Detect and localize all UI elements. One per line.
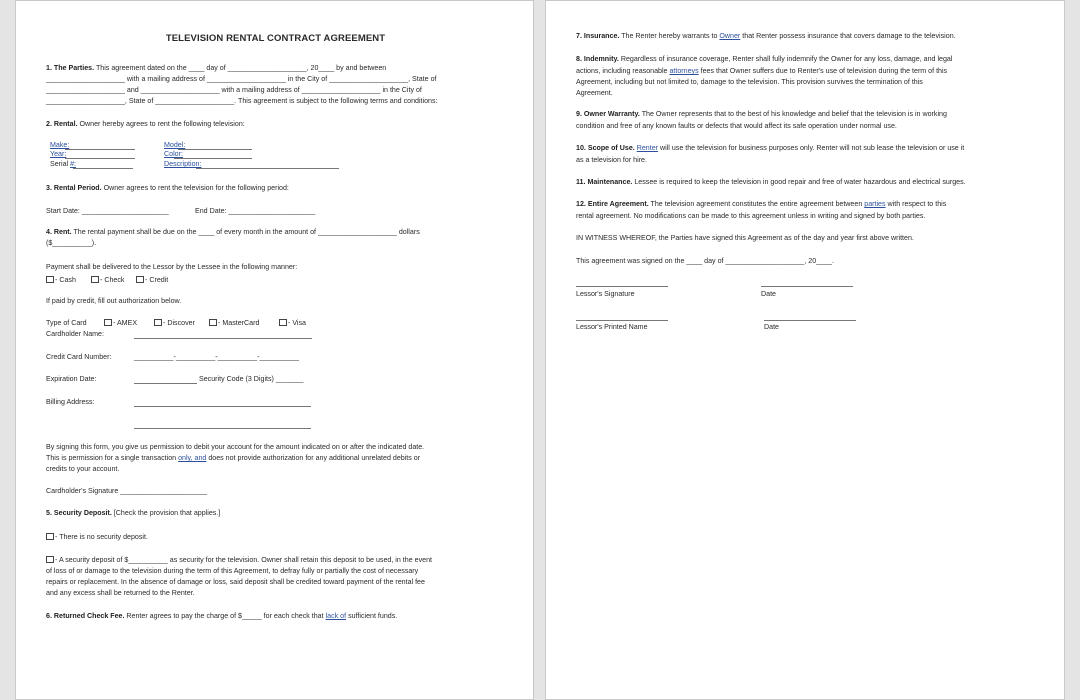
lessor-printed-name-field[interactable] — [576, 320, 668, 321]
cardholder-name-field[interactable] — [134, 338, 312, 339]
section-heading: 2. Rental. — [46, 120, 78, 128]
section-heading: 1. The Parties. — [46, 64, 95, 72]
checkbox-label: - Cash — [55, 276, 76, 284]
checkbox-label: - Check — [100, 276, 125, 284]
description-label: Description: — [164, 160, 202, 168]
flagged-text: parties — [864, 200, 886, 208]
checkbox-discover[interactable] — [154, 319, 195, 328]
checkbox-icon — [46, 276, 54, 283]
text: This is permission for a single transaction — [46, 454, 179, 462]
description-field[interactable] — [196, 168, 339, 169]
checkbox-label: - MasterCard — [218, 319, 260, 327]
security-code-field[interactable]: Security Code (3 Digits) _______ — [199, 375, 304, 383]
payment-intro: Payment shall be delivered to the Lessor by the Lessee in the following manner: — [46, 263, 298, 271]
card-number-label: Credit Card Number: — [46, 353, 112, 361]
section-text: Owner agrees to rent the television for the following period: — [101, 184, 289, 192]
warranty-line-1 — [576, 110, 947, 119]
flagged-text: only, and — [178, 454, 207, 462]
year-field[interactable] — [65, 158, 135, 159]
entire-agreement-line-1 — [576, 200, 946, 209]
rental-period-line — [46, 184, 289, 193]
contract-page-1 — [15, 0, 534, 700]
checkbox-mastercard[interactable] — [209, 319, 259, 328]
checkbox-icon — [279, 319, 287, 326]
date-label-1: Date — [761, 290, 776, 298]
flagged-text: lack of — [325, 612, 347, 620]
checkbox-icon — [46, 533, 54, 540]
color-field[interactable] — [174, 158, 252, 159]
parties-line-3: ____________________ and ____________________ with a mailing address of ____________________ in the City of — [46, 86, 422, 94]
parties-line-1 — [46, 64, 386, 73]
section-heading: 4. Rent. — [46, 228, 72, 236]
scope-line-1 — [576, 144, 964, 153]
indemnity-line-1 — [576, 55, 952, 64]
checkbox-label: - Visa — [288, 319, 307, 327]
flagged-text: attorneys — [669, 67, 699, 75]
checkbox-no-deposit[interactable] — [46, 533, 148, 542]
maintenance-line — [576, 178, 966, 187]
checkbox-icon — [46, 556, 54, 563]
flagged-text: Renter — [636, 144, 659, 152]
parties-line-4: ____________________, State of ____________________. This agreement is subject to the following terms and conditions: — [46, 97, 438, 105]
text: Renter agrees to pay the charge of $_____ for each check that — [124, 612, 326, 620]
card-number-field[interactable]: __________-__________-__________-__________ — [134, 353, 299, 361]
date-field-1[interactable] — [761, 286, 853, 287]
witness-line: IN WITNESS WHEREOF, the Parties have signed this Agreement as of the day and year first above written. — [576, 234, 914, 242]
billing-field-1[interactable] — [134, 406, 311, 407]
security-deposit-line — [46, 509, 220, 518]
checkbox-visa[interactable] — [279, 319, 306, 328]
expiration-label: Expiration Date: — [46, 375, 97, 383]
date-field-2[interactable] — [764, 320, 856, 321]
text: actions, including reasonable — [576, 67, 670, 75]
checkbox-label: - There is no security deposit. — [55, 533, 148, 541]
indemnity-line-4: Agreement. — [576, 89, 613, 97]
signed-on-line[interactable]: This agreement was signed on the ____ day of ____________________, 20____. — [576, 257, 834, 265]
section-heading: 9. Owner Warranty. — [576, 110, 640, 118]
checkbox-amex[interactable] — [104, 319, 137, 328]
cardholder-name-label: Cardholder Name: — [46, 330, 104, 338]
section-heading: 6. Returned Check Fee. — [46, 612, 125, 620]
checkbox-icon — [209, 319, 217, 326]
text: sufficient funds. — [346, 612, 398, 620]
warranty-line-2: condition and free of any known faults or defects that would affect its safe operation under normal use. — [576, 122, 897, 130]
checkbox-label: - Discover — [163, 319, 195, 327]
insurance-line — [576, 32, 956, 41]
checkbox-icon — [104, 319, 112, 326]
billing-label: Billing Address: — [46, 398, 95, 406]
checkbox-icon — [91, 276, 99, 283]
checkbox-icon — [136, 276, 144, 283]
lessor-printed-name-label: Lessor's Printed Name — [576, 323, 648, 331]
indemnity-line-3: Agreement, including but not limited to, damage to the television. This provision survives the termination of this — [576, 78, 923, 86]
checkbox-check[interactable] — [91, 276, 124, 285]
lessor-signature-label: Lessor's Signature — [576, 290, 635, 298]
auth-line-1: By signing this form, you give us permission to debit your account for the amount indicated on or after the indicated date. — [46, 443, 425, 451]
checkbox-label: - AMEX — [113, 319, 138, 327]
make-field[interactable] — [65, 149, 135, 150]
section-heading: 11. Maintenance. — [576, 178, 633, 186]
section-text: This agreement dated on the ____ day of ____________________, 20____ by and between — [94, 64, 387, 72]
color-label: Color: — [164, 150, 183, 158]
section-text: Owner hereby agrees to rent the following television: — [77, 120, 245, 128]
start-date-field[interactable]: Start Date: ______________________ — [46, 207, 169, 215]
make-label: Make: — [50, 141, 70, 149]
checkbox-label: - A security deposit of $__________ as security for the television. Owner shall retain this deposit to be used, in the event — [55, 556, 432, 564]
entire-agreement-line-2: rental agreement. No modifications can be made to this agreement unless in writing and signed by both parties. — [576, 212, 926, 220]
deposit-line-4: and any excess shall be returned to the Renter. — [46, 589, 195, 597]
rent-line-2: ($__________). — [46, 239, 97, 247]
section-text: [Check the provision that applies.] — [111, 509, 221, 517]
section-heading: 10. Scope of Use. — [576, 144, 635, 152]
credit-intro: If paid by credit, fill out authorization below. — [46, 297, 182, 305]
section-heading: 7. Insurance. — [576, 32, 620, 40]
year-label: Year: — [50, 150, 67, 158]
text: Regardless of insurance coverage, Renter shall fully indemnify the Owner for any loss, damage, and legal — [618, 55, 953, 63]
cardholder-signature-field[interactable]: Cardholder's Signature ______________________ — [46, 487, 208, 495]
checkbox-cash[interactable] — [46, 276, 76, 285]
deposit-line-2: of loss of or damage to the television during the term of this Agreement, to defray fully or partially the cost of necessary — [46, 567, 419, 575]
text: The Renter hereby warrants to — [619, 32, 720, 40]
text: Lessee is required to keep the television in good repair and free of water hazardous and electrical surges. — [632, 178, 966, 186]
date-label-2: Date — [764, 323, 779, 331]
section-heading: 3. Rental Period. — [46, 184, 102, 192]
document-title: TELEVISION RENTAL CONTRACT AGREEMENT — [165, 33, 386, 44]
checkbox-label: - Credit — [145, 276, 169, 284]
flagged-text: Owner — [719, 32, 741, 40]
text: that Renter possess insurance that covers damage to the television. — [740, 32, 956, 40]
checkbox-deposit[interactable] — [46, 556, 432, 565]
returned-check-line — [46, 612, 397, 621]
billing-field-2[interactable] — [134, 428, 311, 429]
parties-line-2: ____________________ with a mailing address of ____________________ in the City of ____________________, State of — [46, 75, 437, 83]
deposit-line-3: repairs or replacement. In the absence of damage or loss, said deposit shall be credited toward payment of the rental fee — [46, 578, 425, 586]
auth-line-3: credits to your account. — [46, 465, 120, 473]
text: The television agreement constitutes the entire agreement between — [648, 200, 865, 208]
section-heading: 8. Indemnity. — [576, 55, 619, 63]
auth-line-2 — [46, 454, 420, 463]
scope-line-2: as a television for hire. — [576, 156, 647, 164]
expiration-field[interactable] — [134, 383, 197, 384]
lessor-signature-field[interactable] — [576, 286, 668, 287]
indemnity-line-2 — [576, 67, 947, 76]
checkbox-icon — [154, 319, 162, 326]
checkbox-credit[interactable] — [136, 276, 168, 285]
text: with respect to this — [885, 200, 947, 208]
section-text: The rental payment shall be due on the ____ of every month in the amount of ____________________ dollars — [71, 228, 420, 236]
rental-line — [46, 120, 245, 129]
contract-page-2 — [545, 0, 1065, 700]
model-label: Model: — [164, 141, 186, 149]
serial-prefix: Serial — [50, 160, 71, 168]
text: will use the television for business purposes only. Renter will not sub lease the television or use it — [658, 144, 965, 152]
text: does not provide authorization for any additional unrelated debits or — [206, 454, 421, 462]
section-heading: 5. Security Deposit. — [46, 509, 112, 517]
text: fees that Owner suffers due to Renter's use of television during the term of this — [698, 67, 948, 75]
rent-line-1 — [46, 228, 420, 237]
model-field[interactable] — [178, 149, 252, 150]
section-heading: 12. Entire Agreement. — [576, 200, 649, 208]
type-of-card-label: Type of Card — [46, 319, 87, 327]
end-date-field[interactable]: End Date: ______________________ — [195, 207, 316, 215]
serial-field[interactable] — [73, 168, 133, 169]
text: The Owner represents that to the best of his knowledge and belief that the television is in working — [639, 110, 947, 118]
serial-hash: #: — [70, 160, 77, 168]
